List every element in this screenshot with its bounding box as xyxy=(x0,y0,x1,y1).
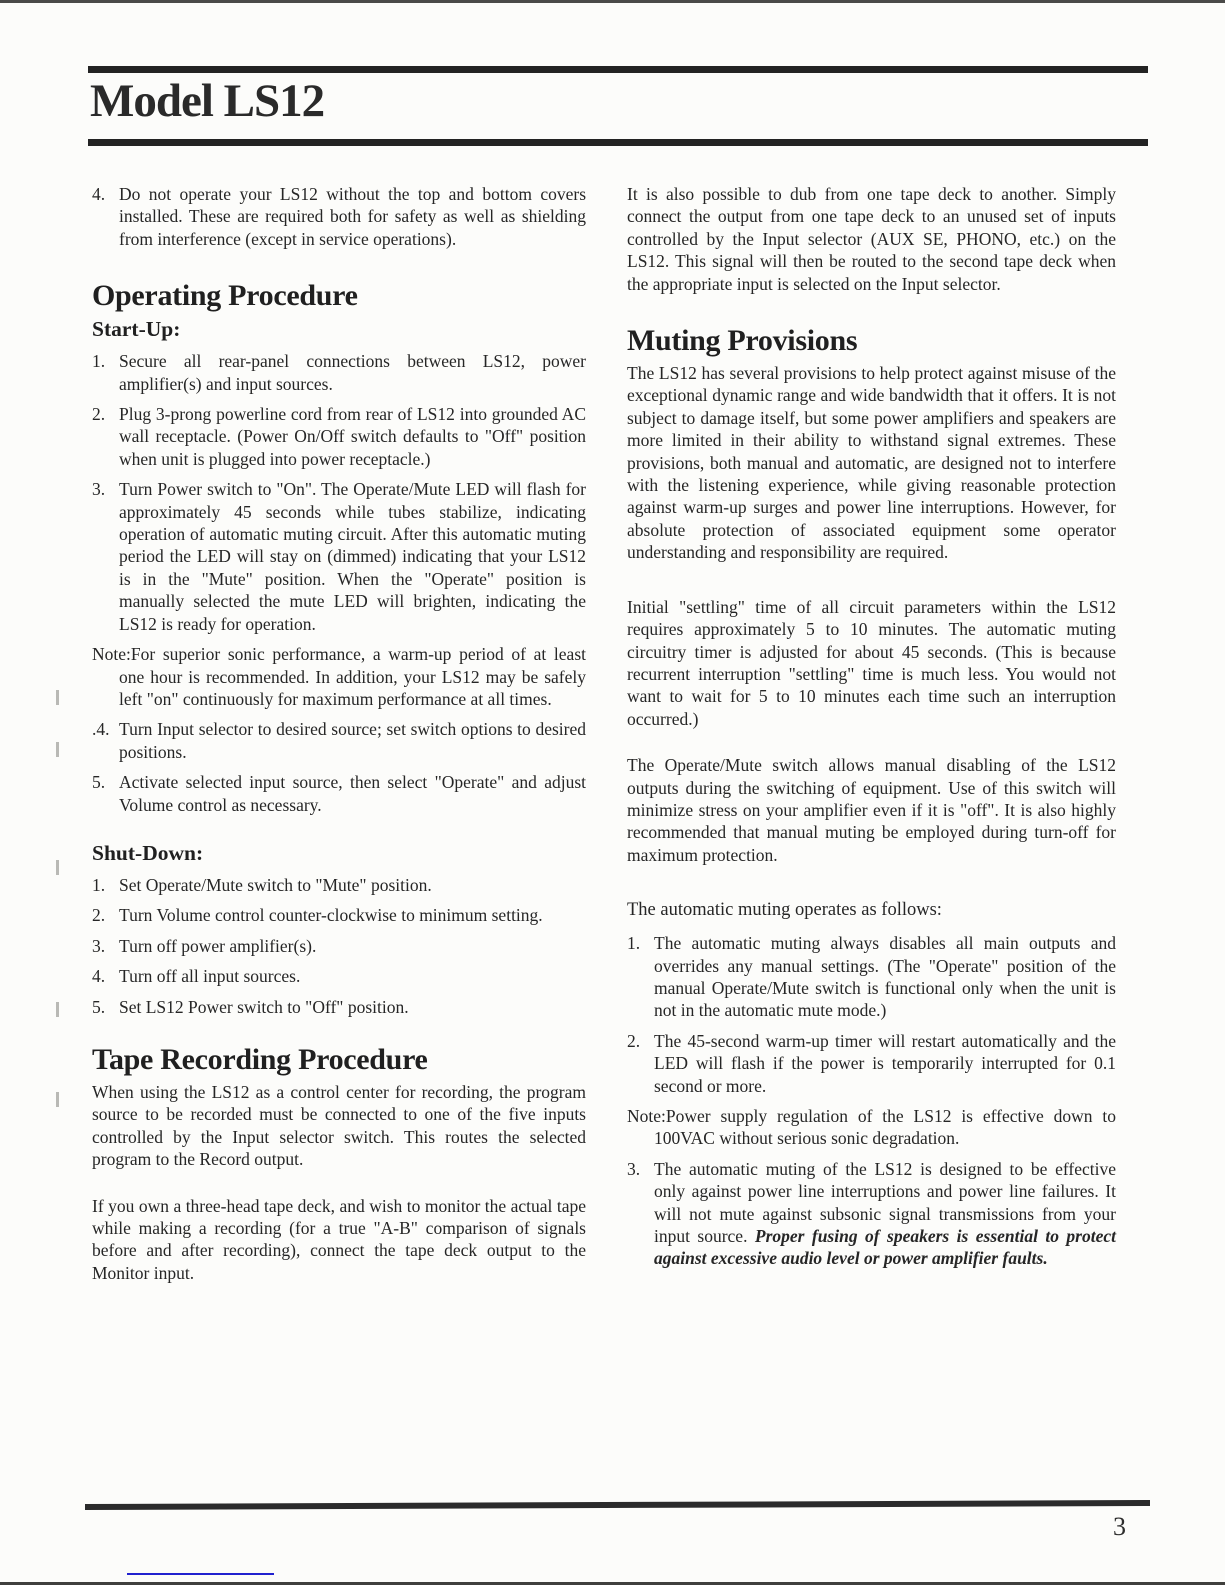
margin-scan-tick xyxy=(56,742,59,757)
list-item xyxy=(92,996,586,1018)
list-item xyxy=(92,350,586,395)
list-item xyxy=(627,1158,1116,1270)
list-item-number: 4. xyxy=(92,184,106,204)
list-item-number: .4. xyxy=(92,719,110,740)
subheading-start-up: Start-Up: xyxy=(92,317,181,342)
margin-scan-tick xyxy=(56,1002,59,1017)
list-item xyxy=(627,932,1116,1022)
list-item xyxy=(92,403,586,470)
right-column xyxy=(627,183,1116,1270)
page-number: 3 xyxy=(1113,1512,1126,1541)
list-item-text: Turn off all input sources. xyxy=(119,966,301,987)
list-item-text: Set LS12 Power switch to "Off" position. xyxy=(119,996,409,1017)
list-item xyxy=(92,183,586,250)
list-item xyxy=(92,478,586,635)
margin-scan-tick xyxy=(56,1092,59,1107)
list-item-text: Activate selected input source, then select "Operate" and adjust Volume control as necessary. xyxy=(119,772,586,815)
footer-rule xyxy=(85,1500,1150,1510)
list-item-number: 4. xyxy=(92,966,106,987)
list-item-number: 1. xyxy=(92,351,106,372)
note-text: For superior sonic performance, a warm-up period of at least one hour is recommended. In addition, your LS12 may be safely left "on" continuously for maximum performance at all times. xyxy=(119,644,586,709)
list-item-number: 1. xyxy=(627,933,641,954)
subheading-shut-down: Shut-Down: xyxy=(92,840,204,865)
blue-scan-mark xyxy=(127,1573,274,1575)
list-item xyxy=(92,965,586,987)
list-item-text: Do not operate your LS12 without the top and bottom covers installed. These are required both for safety as well as shielding from interference (except in service operations). xyxy=(119,184,586,249)
section-heading-muting-provisions: Muting Provisions xyxy=(627,324,858,358)
scan-edge-top xyxy=(0,0,1225,3)
list-item xyxy=(92,771,586,816)
list-item-text: Set Operate/Mute switch to "Mute" position. xyxy=(119,874,432,895)
paragraph: It is also possible to dub from one tape deck to another. Simply connect the output from one tape deck to an unused set of inputs controlled by the Input selector (AUX SE, PHONO, etc.) on the LS12. This signal will then be routed to the second tape deck when the appropriate input is selected on the Input selector. xyxy=(627,184,1116,294)
list-item-text: Plug 3-prong powerline cord from rear of LS12 into grounded AC wall receptacle. (Power On/Off switch defaults to "Off" position when unit is plugged into power receptacle.) xyxy=(119,404,586,469)
left-column xyxy=(92,183,586,1284)
list-item-text: The automatic muting always disables all main outputs and overrides any manual settings. (The "Operate" position of the manual Operate/Mute switch is functional only when the unit is not in the automatic mute mode.) xyxy=(654,933,1116,1021)
paragraph: The LS12 has several provisions to help protect against misuse of the exceptional dynamic range and wide bandwidth that it offers. It is not subject to damage itself, but some power amplifiers and speakers are more limited in their ability to withstand signal extremes. These provisions, both manual and automatic, are designed not to interfere with the listening experience, while giving reasonable protection against warm-up surges and power line interruptions. However, for absolute protection of associated equipment some operator understanding and responsibility are required. xyxy=(627,363,1116,563)
note-label: Note: xyxy=(627,1106,666,1126)
list-item-emphasis-text: Proper fusing of speakers is essential to protect against excessive audio level or power amplifier faults. xyxy=(654,1226,1116,1269)
list-item xyxy=(627,1030,1116,1097)
list-item-number: 2. xyxy=(92,905,106,926)
list-item xyxy=(92,935,586,957)
list-item xyxy=(92,874,586,896)
note-item xyxy=(92,643,586,710)
paragraph: When using the LS12 as a control center for recording, the program source to be recorded must be connected to one of the five inputs controlled by the Input selector switch. This routes the selected program to the Record output. xyxy=(92,1081,586,1170)
paragraph: The Operate/Mute switch allows manual disabling of the LS12 outputs during the switching of equipment. Use of this switch will minimize stress on your amplifier even if it is "off". It is also highly recommended that manual muting be employed during turn-off for maximum protection. xyxy=(627,755,1116,865)
margin-scan-tick xyxy=(56,860,59,875)
list-item-number: 3. xyxy=(92,935,106,956)
list-item-text: Turn Volume control counter-clockwise to minimum setting. xyxy=(119,905,543,926)
list-item xyxy=(92,718,586,763)
list-item-number: 3. xyxy=(92,479,106,500)
list-item-number: 2. xyxy=(627,1030,641,1051)
section-heading-operating-procedure: Operating Procedure xyxy=(92,279,358,313)
note-label: Note: xyxy=(92,644,131,665)
list-item-number: 3. xyxy=(627,1158,641,1179)
list-item-text: Secure all rear-panel connections between LS12, power amplifier(s) and input sources. xyxy=(119,351,586,394)
paragraph: Initial "settling" time of all circuit parameters within the LS12 requires approximately 5 to 10 minutes. The automatic muting circuitry timer is adjusted for about 45 seconds. (This is because recurrent interruption "settling" time is much less. You would not want to wait for 5 to 10 minutes each time such an interruption occurred.) xyxy=(627,596,1116,729)
list-item-number: 2. xyxy=(92,404,106,425)
page-title: Model LS12 xyxy=(90,75,325,127)
paragraph: If you own a three-head tape deck, and wish to monitor the actual tape while making a recording (for a true "A-B" comparison of signals before and after recording), connect the tape deck output to the Monitor input. xyxy=(92,1195,586,1283)
list-item-number: 1. xyxy=(92,874,106,895)
list-item-text: Turn Input selector to desired source; set switch options to desired positions. xyxy=(119,719,586,762)
header-rule-top xyxy=(88,66,1148,73)
list-item-text: The automatic muting of the LS12 is designed to be effective only against power line interruptions and power line failures. It will not mute against subsonic signal transmissions from your input source. xyxy=(654,1158,1116,1247)
list-item-text: Turn off power amplifier(s). xyxy=(119,935,317,956)
list-item-text: The 45-second warm-up timer will restart automatically and the LED will flash if the power is temporarily interrupted for 0.1 second or more. xyxy=(654,1030,1116,1096)
list-item xyxy=(92,904,586,926)
note-item xyxy=(627,1105,1116,1150)
section-heading-tape-recording: Tape Recording Procedure xyxy=(92,1042,428,1076)
automatic-muting-lead: The automatic muting operates as follows: xyxy=(627,900,942,921)
list-item-number: 5. xyxy=(92,772,106,793)
header-rule-bottom xyxy=(88,139,1148,146)
list-item-number: 5. xyxy=(92,996,106,1017)
note-text: Power supply regulation of the LS12 is effective down to 100VAC without serious sonic degradation. xyxy=(654,1106,1116,1149)
list-item-text: Turn Power switch to "On". The Operate/Mute LED will flash for approximately 45 seconds while tubes stabilize, indicating operation of automatic muting circuit. After this automatic muting period the LED will stay on (dimmed) indicating that your LS12 is in the "Mute" position. When the "Operate" position is manually selected the mute LED will brighten, indicating the LS12 is ready for operation. xyxy=(119,479,586,634)
margin-scan-tick xyxy=(56,690,59,705)
